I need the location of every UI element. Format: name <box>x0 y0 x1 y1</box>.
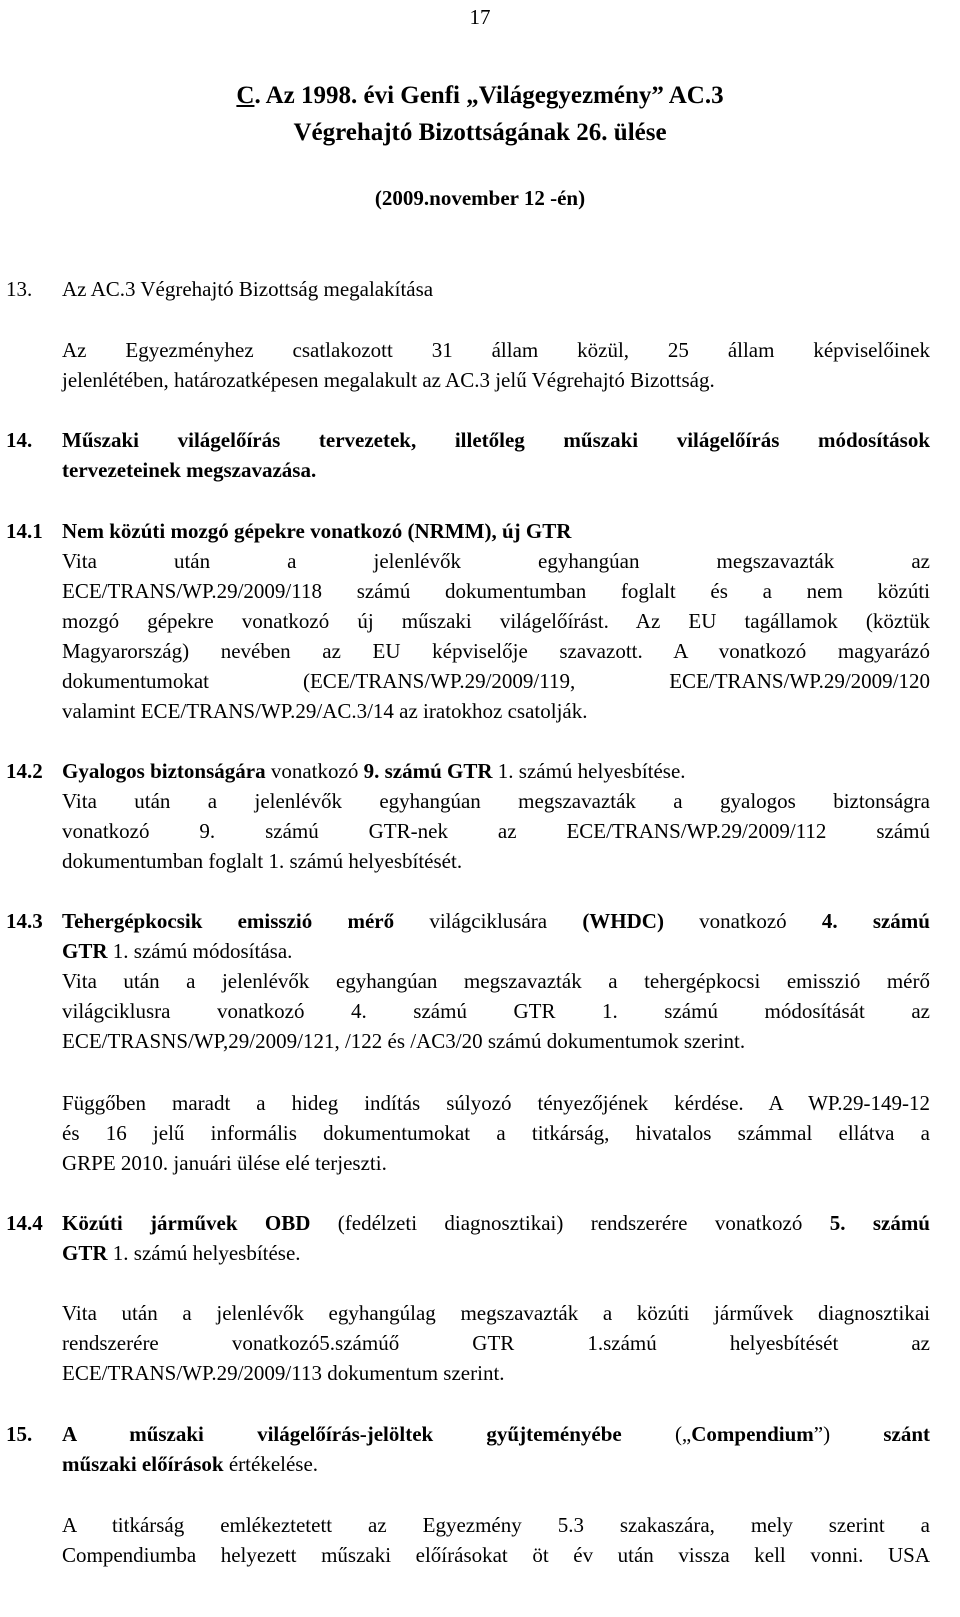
section-heading-line <box>62 1449 930 1479</box>
heading-bold: műszaki előírások <box>62 1452 224 1476</box>
heading-text: vonatkozó <box>663 909 822 933</box>
heading-bold: GTR <box>62 939 108 963</box>
heading-bold: 4. számú <box>821 909 930 933</box>
section-heading-line <box>62 936 930 966</box>
page-number: 17 <box>469 5 491 29</box>
section-number: 14.2 <box>6 759 43 783</box>
section-14-3 <box>6 906 930 1056</box>
section-heading-line <box>62 1238 930 1268</box>
body-line: Vita után a jelenlévők egyhangúlag megszavazták a közúti járművek diagnosztikai <box>62 1301 930 1325</box>
section-number: 14. <box>6 428 33 452</box>
section-heading-line: tervezeteinek megszavazása. <box>62 458 317 482</box>
heading-text: világciklusára <box>394 909 583 933</box>
body-line: GRPE 2010. januári ülése elé terjeszti. <box>62 1151 387 1175</box>
body-line: ECE/TRASNS/WP,29/2009/121, /122 és /AC3/20 számú dokumentumok szerint. <box>62 1029 746 1053</box>
body-line: A titkárság emlékeztetett az Egyezmény 5.3 szakaszára, mely szerint a <box>62 1513 930 1537</box>
body-line: rendszerére vonatkozó5.számúő GTR 1.számú helyesbítését az <box>62 1331 930 1355</box>
section-heading: Nem közúti mozgó gépekre vonatkozó (NRMM), új GTR <box>62 519 572 543</box>
heading-bold: Compendium <box>691 1422 814 1446</box>
section-heading-line <box>62 1208 930 1238</box>
section-heading <box>62 756 930 786</box>
body-line: vonatkozó 9. számú GTR-nek az ECE/TRANS/WP.29/2009/112 számú <box>62 819 930 843</box>
body-line: Függőben maradt a hideg indítás súlyozó tényezőjének kérdése. A WP.29-149-12 <box>62 1091 930 1115</box>
heading-text: (fedélzeti diagnosztikai) rendszerére vonatkozó <box>310 1211 830 1235</box>
heading-bold: szánt <box>883 1422 930 1446</box>
section-14-1 <box>6 516 930 726</box>
body-line: valamint ECE/TRANS/WP.29/AC.3/14 az iratokhoz csatolják. <box>62 699 588 723</box>
heading-bold: 9. számú GTR <box>363 759 493 783</box>
body-line: világciklusra vonatkozó 4. számú GTR 1. számú módosítását az <box>62 999 930 1023</box>
title-line-1-rest: . Az 1998. évi Genfi „Világegyezmény” AC.3 <box>254 82 724 109</box>
section-number: 14.4 <box>6 1211 43 1235</box>
heading-bold: GTR <box>62 1241 108 1265</box>
body-line: ECE/TRANS/WP.29/2009/113 dokumentum szerint. <box>62 1361 505 1385</box>
section-14-2 <box>6 756 930 876</box>
heading-bold: 5. számú <box>829 1211 930 1235</box>
heading-bold: Tehergépkocsik emisszió mérő <box>62 909 395 933</box>
heading-text: 1. számú módosítása. <box>107 939 293 963</box>
section-heading-line: Műszaki világelőírás tervezetek, illetőleg műszaki világelőírás módosítások <box>62 428 930 452</box>
body-line: Compendiumba helyezett műszaki előírásokat öt év után vissza kell vonni. USA <box>62 1543 930 1567</box>
section-heading-line <box>62 1419 930 1449</box>
heading-text: („ <box>621 1422 692 1446</box>
section-13 <box>6 274 930 304</box>
body-line: és 16 jelű informális dokumentumokat a titkárság, hivatalos számmal ellátva a <box>62 1121 930 1145</box>
body-line: Vita után a jelenlévők egyhangúan megszavazták a tehergépkocsi emisszió mérő <box>62 969 930 993</box>
section-14-4 <box>6 1208 930 1268</box>
body-line: mozgó gépekre vonatkozó új műszaki világelőírást. Az EU tagállamok (köztük <box>62 609 930 633</box>
body-line: Magyarország) nevében az EU képviselője szavazott. A vonatkozó magyarázó <box>62 639 930 663</box>
body-line: dokumentumban foglalt 1. számú helyesbítését. <box>62 849 463 873</box>
heading-text: ”) <box>813 1422 884 1446</box>
section-heading-line <box>62 906 930 936</box>
title-letter: C <box>236 82 255 109</box>
section-number: 14.3 <box>6 909 43 933</box>
body-line: dokumentumokat (ECE/TRANS/WP.29/2009/119, ECE/TRANS/WP.29/2009/120 <box>62 669 930 693</box>
section-15-body <box>62 1510 930 1570</box>
section-number: 13. <box>6 277 33 301</box>
heading-text: vonatkozó <box>265 759 364 783</box>
body-line: Az Egyezményhez csatlakozott 31 állam közül, 25 állam képviselőinek <box>62 338 930 362</box>
section-14 <box>6 425 930 485</box>
section-heading: Az AC.3 Végrehajtó Bizottság megalakítása <box>62 277 434 301</box>
body-line: Vita után a jelenlévők egyhangúan megszavazták az <box>62 549 930 573</box>
body-line: ECE/TRANS/WP.29/2009/118 számú dokumentumban foglalt és a nem közúti <box>62 579 930 603</box>
section-13-body <box>62 335 930 395</box>
title-line-2: Végrehajtó Bizottságának 26. ülése <box>293 119 667 146</box>
heading-bold: Gyalogos biztonságára <box>62 759 266 783</box>
heading-bold: Közúti járművek OBD <box>62 1211 311 1235</box>
section-14-3-note <box>62 1088 930 1178</box>
section-15 <box>6 1419 930 1479</box>
heading-text: 1. számú helyesbítése. <box>492 759 686 783</box>
body-line: Vita után a jelenlévők egyhangúan megszavazták a gyalogos biztonságra <box>62 789 930 813</box>
meeting-date: (2009.november 12 -én) <box>374 186 586 210</box>
section-number: 15. <box>6 1422 33 1446</box>
heading-text: 1. számú helyesbítése. <box>107 1241 301 1265</box>
section-14-4-body <box>62 1298 930 1388</box>
title-line-1 <box>0 78 960 114</box>
heading-bold: (WHDC) <box>582 909 664 933</box>
heading-bold: A műszaki világelőírás-jelöltek gyűjteményébe <box>62 1422 622 1446</box>
section-number: 14.1 <box>6 519 43 543</box>
heading-text: értékelése. <box>223 1452 319 1476</box>
body-line: jelenlétében, határozatképesen megalakult az AC.3 jelű Végrehajtó Bizottság. <box>62 368 715 392</box>
